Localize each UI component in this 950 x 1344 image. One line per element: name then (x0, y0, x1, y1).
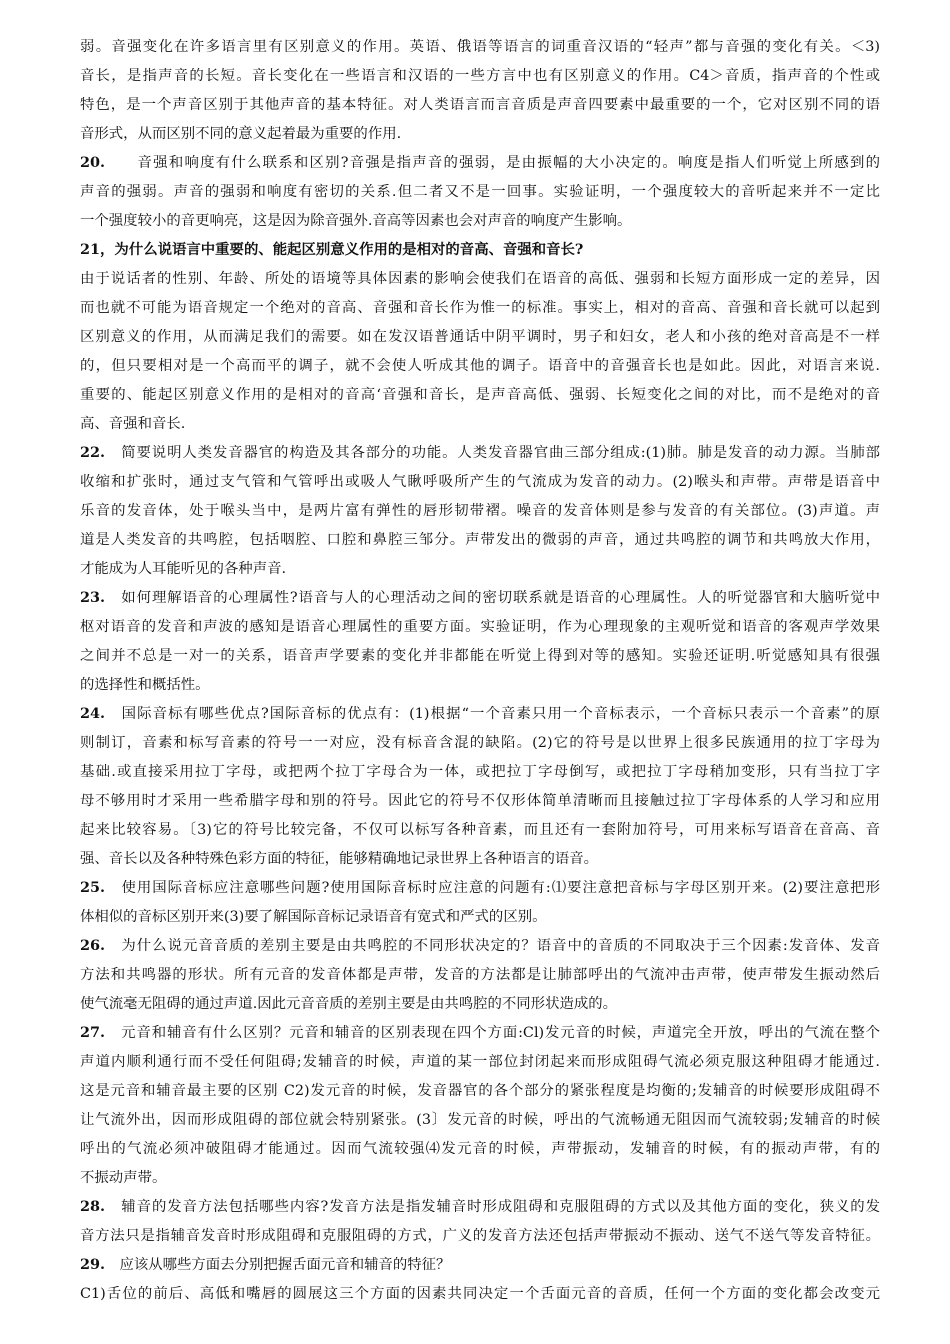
text-line: 音长，是指声音的长短。音长变化在一些语言和汉语的一些方言中也有区别意义的作用。C4＞音质，指声音的个性或 (80, 68, 880, 84)
text-line: 强、音长以及各种特殊色彩方面的特征，能够精确地记录世界上各种语言的语音。 (80, 851, 599, 867)
question-24-line: 24. 国际音标有哪些优点?国际音标的优点有：(1)根据“一个音素只用一个音标表示，一个音标只表示一个音素”的原 (80, 705, 880, 722)
question-number: 25. (80, 879, 106, 896)
text-line: 弱。音强变化在许多语言里有区别意义的作用。英语、俄语等语言的词重音汉语的“轻声”都与音强的变化有关。＜3) (80, 39, 880, 55)
text-line: 一个强度较小的音更响亮，这是因为除音强外.音高等因素也会对声音的响度产生影响。 (80, 213, 632, 229)
text-line: 基础.或直接采用拉丁字母，或把两个拉丁字母合为一体，或把拉丁字母倒写，或把拉丁字母稍加变形，只有当拉丁字 (80, 764, 880, 780)
text-line: 而也就不可能为语音规定一个绝对的音高、音强和音长作为惟一的标准。事实上，相对的音高、音强和音长就可以起到 (80, 300, 880, 316)
question-21-heading: 21，为什么说语言中重要的、能起区别意义作用的是相对的音高、音强和音长? (80, 241, 584, 258)
text-line: 才能成为人耳能听见的各种声音. (80, 561, 287, 577)
question-number: 24. (80, 705, 106, 722)
question-20-line: 20. 音强和响度有什么联系和区别?音强是指声音的强弱，是由振幅的大小决定的。响度是指人们听觉上所感到的 (80, 154, 880, 171)
text-line: 重要的、能起区别意义作用的是相对的音高‘音强和音长，是声音高低、强弱、长短变化之间的对比，而不是绝对的音 (80, 387, 880, 403)
question-28-line: 28. 辅音的发音方法包括哪些内容?发音方法是指发辅音时形成阻碍和克服阻碍的方式以及其他方面的变化，狭义的发 (80, 1198, 880, 1215)
text-line: 音方法只是指辅音发音时形成阻碍和克服阻碍的方式，广义的发音方法还包括声带振动不振动、送气不送气等发音特征。 (80, 1228, 880, 1244)
text-line: C1)舌位的前后、高低和嘴唇的圆展这三个方面的因素共同决定一个舌面元音的音质，任何一个方面的变化都会改变元 (80, 1286, 880, 1302)
question-number: 22. (80, 444, 106, 461)
question-number: 20. (80, 154, 106, 171)
text-line: 则制订，音素和标写音素的符号一一对应，没有标音含混的缺陷。(2)它的符号是以世界上很多民族通用的拉丁字母为 (80, 735, 880, 751)
question-22-line: 22. 简要说明人类发音器官的构造及其各部分的功能。人类发音器官曲三部分组成:(1)肺。肺是发音的动力源。当肺部 (80, 444, 880, 461)
question-29-heading: 29. 应该从哪些方面去分别把握舌面元音和辅音的特征？ (80, 1256, 451, 1273)
text-line: 声道内顺利通行而不受任何阻碍;发辅音的时候，声道的某一部位封闭起来而形成阻碍气流必须克服这种阻碍才能通过. (80, 1054, 880, 1070)
text-line: 母不够用时才采用一些希腊字母和别的符号。因此它的符号不仅形体简单清晰而且接触过拉丁字母体系的人学习和应用 (80, 793, 880, 809)
text-line: 道是人类发音的共鸣腔，包括咽腔、口腔和鼻腔三邹分。声带发出的微弱的声音，通过共鸣腔的调节和共鸣放大作用， (80, 532, 880, 548)
question-number: 29. (80, 1256, 106, 1273)
text-line: 之间并不总是一对一的关系，语音声学要素的变化并非都能在听觉上得到对等的感知。实验还证明.听觉感知具有很强 (80, 648, 880, 664)
text-line: 乐音的发音体，处于喉头当中，是两片富有弹性的唇形韧带褶。噪音的发音体则是参与发音的有关部位。(3)声道。声 (80, 503, 880, 519)
question-26-line: 26. 为什么说元音音质的差别主要是由共鸣腔的不同形状决定的？语音中的音质的不同取决于三个因素:发音体、发音 (80, 937, 880, 954)
text-line: 枢对语音的发音和声波的感知是语音心理属性的重要方面。实验证明，作为心理现象的主观听觉和语音的客观声学效果 (80, 619, 880, 635)
text-line: 区别意义的作用，从而满足我们的需要。如在发汉语普通话中阴平调时，男子和妇女，老人和小孩的绝对音高是不一样 (80, 329, 880, 345)
text-line: 使气流毫无阻碍的通过声道.因此元音音质的差别主要是由共鸣腔的不同形状造成的。 (80, 996, 618, 1012)
text-line: 体相似的音标区别开来(3)要了解国际音标记录语音有宽式和严式的区别。 (80, 909, 547, 925)
text-line: 收缩和扩张时，通过支气管和气管呼出或吸人气瞅呼吸所产生的气流成为发音的动力。(2)喉头和声带。声带是语音中 (80, 474, 880, 490)
question-23-line: 23. 如何理解语音的心理属性?语音与人的心理活动之间的密切联系就是语音的心理属性。人的听觉器官和大脑听觉中 (80, 589, 880, 606)
text-line: 由于说话者的性别、年龄、所处的语境等具体因素的影响会使我们在语音的高低、强弱和长短方面形成一定的差异，因 (80, 271, 880, 287)
question-25-line: 25. 使用国际音标应注意哪些问题?使用国际音标时应注意的问题有:⑴要注意把音标与字母区别开来。(2)要注意把形 (80, 879, 880, 896)
question-27-line: 27. 元音和辅音有什么区别？元音和辅音的区别表现在四个方面:Cl)发元音的时候，声道完全开放，呼出的气流在整个 (80, 1024, 880, 1041)
text-line: 的，但只要相对是一个高而平的调子，就不会使人听成其他的调子。语音中的音强音长也是如此。因此，对语言来说. (80, 358, 880, 374)
text-line: 不振动声带。 (80, 1170, 167, 1186)
text-line: 声音的强弱。声音的强弱和响度有密切的关系.但二者又不是一回事。实验证明，一个强度较大的音听起来并不一定比 (80, 184, 880, 200)
text-line: 特色，是一个声音区别于其他声音的基本特征。对人类语言而言音质是声音四要素中最重要的一个，它对区别不同的语 (80, 97, 880, 113)
text-line: 的选择性和概括性。 (80, 677, 210, 693)
question-number: 28. (80, 1198, 106, 1215)
text-line: 这是元音和辅音最主要的区别 C2)发元音的时候，发音器官的各个部分的紧张程度是均衡的;发辅音的时候要形成阻碍不 (80, 1083, 880, 1099)
text-line: 让气流外出，因而形成阻碍的部位就会特别紧张。(3〕发元音的时候，呼出的气流畅通无阻因而气流较弱;发辅音的时候 (80, 1112, 880, 1128)
question-number: 23. (80, 589, 106, 606)
text-line: 起来比较容易。〔3)它的符号比较完备，不仅可以标写各种音素，而且还有一套附加符号，可用来标写语音在音高、音 (80, 822, 880, 838)
question-number: 26. (80, 937, 106, 954)
text-line: 方法和共鸣器的形状。所有元音的发音体都是声带，发音的方法都是让肺部呼出的气流冲击声带，使声带发生振动然后 (80, 967, 880, 983)
question-number: 27. (80, 1024, 106, 1041)
text-line: 呼出的气流必须冲破阻碍才能通过。因而气流较强⑷发元音的时候，声带振动，发辅音的时候，有的振动声带，有的 (80, 1141, 880, 1157)
text-line: 音形式，从而区别不同的意义起着最为重要的作用. (80, 126, 402, 142)
question-number: 21， (80, 241, 115, 258)
text-line: 高、音强和音长. (80, 416, 186, 432)
